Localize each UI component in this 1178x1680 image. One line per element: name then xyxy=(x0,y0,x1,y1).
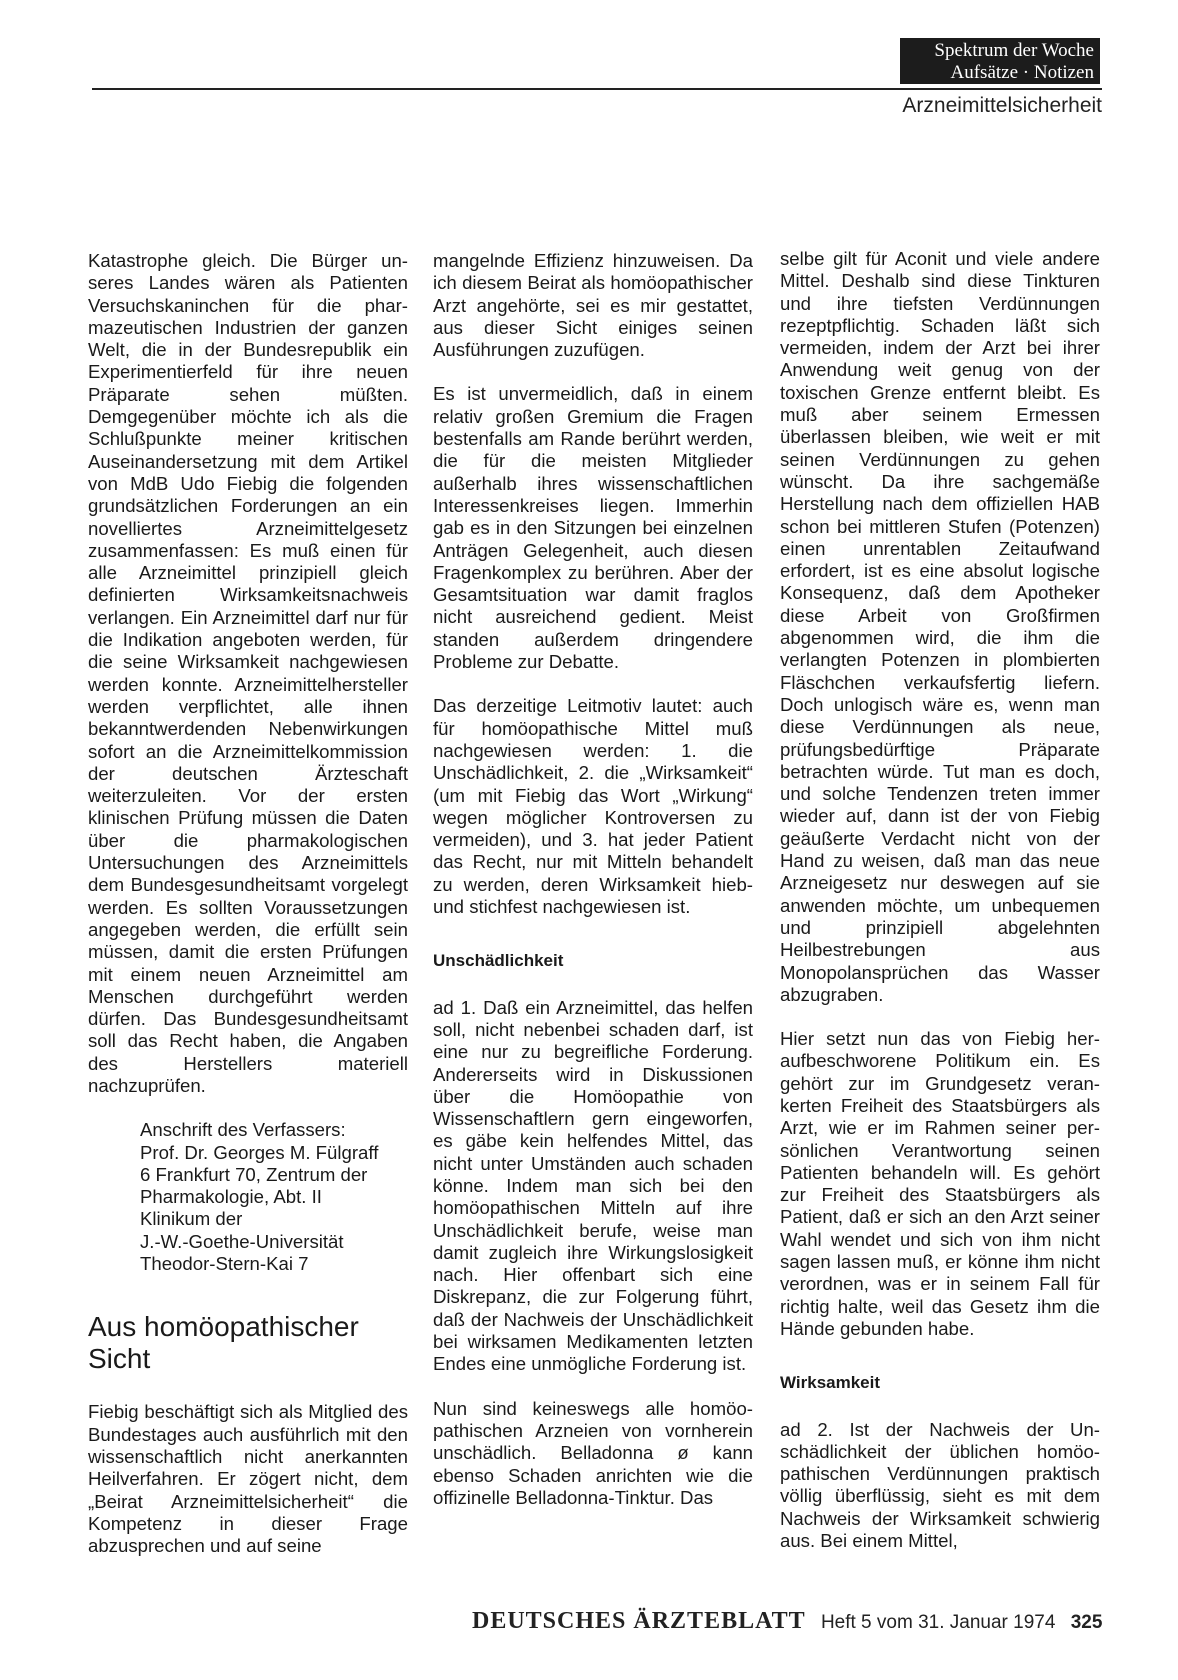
address-line: Prof. Dr. Georges M. Fülgraff xyxy=(140,1141,379,1163)
paragraph: mangelnde Effizienz hinzuweisen. Da ich diesem Beirat als homöopathischer Arzt angehörte, sei es mir gestattet, aus dieser Sicht einiges seinen Ausführungen zuzufügen. xyxy=(433,250,753,361)
paragraph: selbe gilt für Aconit und viele andere Mittel. Deshalb sind diese Tinkturen und ihre tiefsten Verdünnungen rezeptpflichtig. Schaden läßt sich vermeiden, indem der Arzt bei ihrer Anwendung weit genug von der toxischen Grenze entfernt bleibt. Es muß aber seinem Ermessen überlassen bleiben, wie weit er mit seinen Verdünnungen zu gehen wünscht. Da ihre sachgemäße Herstellung nach dem offiziellen HAB schon bei mittleren Stufen (Potenzen) einen unrentablen Zeitaufwand erfordert, ist es eine absolut logische Konsequenz, daß dem Apotheker diese Arbeit von Großfirmen abgenommen wird, die ihm die verlangten Potenzen in plombierten Fläschchen verkaufsfertig liefern. Doch unlogisch wäre es, wenn man diese Verdünnungen als neue, prüfungsbedürftige Präparate betrachten würde. Tut man es doch, und solche Tendenzen treten immer wieder auf, dann ist der von Fiebig geäußerte Verdacht nicht von der Hand zu weisen, daß man das neue Arzneigesetz nur deswegen auf sie anwenden möchte, um unbequemen und prinzipiell abgelehnten Heilbestrebungen aus Monopolansprüchen das Wasser abzugraben. xyxy=(780,248,1100,1005)
address-line: Theodor-Stern-Kai 7 xyxy=(140,1253,309,1275)
page-number: 325 xyxy=(1070,1612,1103,1633)
address-line: J.-W.-Goethe-Universität xyxy=(140,1230,344,1252)
header-category-line1: Spektrum der Woche xyxy=(934,40,1094,61)
paragraph: Nun sind keineswegs alle homöopathischen Arzneien von vornherein unschädlich. Belladonna ø kann ebenso Schaden anrichten wie die offizinelle Belladonna-Tinktur. Das xyxy=(433,1397,753,1508)
address-line: Anschrift des Verfassers: xyxy=(140,1119,346,1141)
column-1 xyxy=(88,250,408,1579)
address-line: Pharmakologie, Abt. II xyxy=(140,1186,322,1208)
paragraph: ad 1. Daß ein Arzneimittel, das helfen soll, nicht nebenbei schaden darf, ist eine nur zu begreifliche Forderung. Andererseits wird in Diskussionen über die Homöopathie von Wissenschaftlern gern eingeworfen, es gäbe kein helfendes Mittel, das nicht unter Umständen auch schaden könne. Indem man sich bei den homöopathischen Mitteln auf ihre Unschädlichkeit berufe, weise man damit zugleich ihre Wirkungslosigkeit nach. Hier offenbart sich eine Diskrepanz, die zur Folgerung führt, daß der Nachweis der Unschädlichkeit bei wirksamen Medikamenten letzten Endes eine unmögliche Forderung ist. xyxy=(433,996,753,1375)
paragraph: Das derzeitige Leitmotiv lautet: auch für homöopathische Mittel muß nachgewiesen werden: 1. die Unschädlichkeit, 2. die „Wirksamkeit“ (um mit Fiebig das Wort „Wirkung“ wegen möglicher Kontroversen zu vermeiden), und 3. hat jeder Patient das Recht, nur mit Mitteln behandelt zu werden, deren Wirksamkeit hieb- und stichfest nachgewiesen ist. xyxy=(433,695,753,918)
column-3 xyxy=(780,248,1100,1574)
header-rule xyxy=(92,88,1102,90)
page-footer xyxy=(472,1608,1102,1635)
section-label: Arzneimittelsicherheit xyxy=(902,94,1102,117)
address-line: Klinikum der xyxy=(140,1208,243,1230)
issue-info: Heft 5 vom 31. Januar 1974 xyxy=(820,1612,1056,1633)
subheading: Unschädlichkeit xyxy=(433,951,564,971)
paragraph: Fiebig beschäftigt sich als Mitglied des Bundestages auch ausführlich mit den wissenschaftlich nicht anerkannten Heilverfahren. Er zögert nicht, dem „Beirat Arzneimittelsicherheit“ die Kompetenz in dieser Frage abzusprechen und auf seine xyxy=(88,1401,408,1557)
author-address xyxy=(140,1119,408,1275)
column-2 xyxy=(433,250,753,1531)
subheading: Wirksamkeit xyxy=(780,1373,881,1393)
article-heading: Aus homöopathischer Sicht xyxy=(88,1311,359,1375)
journal-name: DEUTSCHES ÄRZTEBLATT xyxy=(472,1608,806,1634)
paragraph: Es ist unvermeidlich, daß in einem relativ großen Gremium die Fragen bestenfalls am Rande berührt werden, die für die meisten Mitglieder außerhalb ihres wissenschaftlichen Interessenkreises liegen. Immerhin gab es in den Sitzungen bei einzelnen Anträgen Gelegenheit, auch diesen Fragenkomplex zu berühren. Aber der Gesamtsituation war damit fraglos nicht ausreichend gedient. Meist standen außerdem dringendere Probleme zur Debatte. xyxy=(433,383,753,673)
header-category-line2: Aufsätze · Notizen xyxy=(950,62,1094,83)
header-category-box xyxy=(900,38,1100,84)
paragraph: Katastrophe gleich. Die Bürger unseres Landes wären als Patienten Versuchskaninchen für die pharmazeutischen Industrien der ganzen Welt, die in der Bundesrepublik ein Experimentierfeld für ihre neuen Präparate sehen müßten. Demgegenüber möchte ich als die Schlußpunkte meiner kritischen Auseinandersetzung mit dem Artikel von MdB Udo Fiebig die folgenden grundsätzlichen Forderungen an ein novelliertes Arzneimittelgesetz zusammenfassen: Es muß einen für alle Arzneimittel prinzipiell gleich definierten Wirksamkeitsnachweis verlangen. Ein Arzneimittel darf nur für die Indikation angeboten werden, für die seine Wirksamkeit nachgewiesen werden konnte. Arzneimittelhersteller werden verpflichtet, alle ihnen bekanntwerdenden Nebenwirkungen sofort an die Arzneimittelkommission der deutschen Ärzteschaft weiterzuleiten. Vor der ersten klinischen Prüfung müssen die Daten über die pharmakologischen Untersuchungen des Arzneimittels dem Bundesgesundheitsamt vorgelegt werden. Es sollten Voraussetzungen angegeben werden, die erfüllt sein müssen, damit die ersten Prüfungen mit einem neuen Arzneimittel am Menschen durchgeführt werden dürfen. Das Bundesgesundheitsamt soll das Recht haben, die Angaben des Herstellers materiell nachzuprüfen. xyxy=(88,250,408,1096)
paragraph: ad 2. Ist der Nachweis der Unschädlichkeit der üblichen homöopathischen Verdünnungen praktisch völlig überflüssig, sieht es mit dem Nachweis der Wirksamkeit schwierig aus. Bei einem Mittel, xyxy=(780,1418,1100,1552)
paragraph: Hier setzt nun das von Fiebig heraufbeschworene Politikum ein. Es gehört zur im Grundgesetz verankerten Freiheit des Staatsbürgers als Arzt, wie er im Rahmen seiner persönlichen Verantwortung seinen Patienten behandeln will. Es gehört zur Freiheit des Staatsbürgers als Patient, daß er sich an den Arzt seiner Wahl wendet und sich von ihm nicht sagen lassen muß, er könne ihm nicht verordnen, was er in seinem Fall für richtig halte, weil das Gesetz ihm die Hände gebunden habe. xyxy=(780,1028,1100,1339)
address-line: 6 Frankfurt 70, Zentrum der xyxy=(140,1163,368,1185)
